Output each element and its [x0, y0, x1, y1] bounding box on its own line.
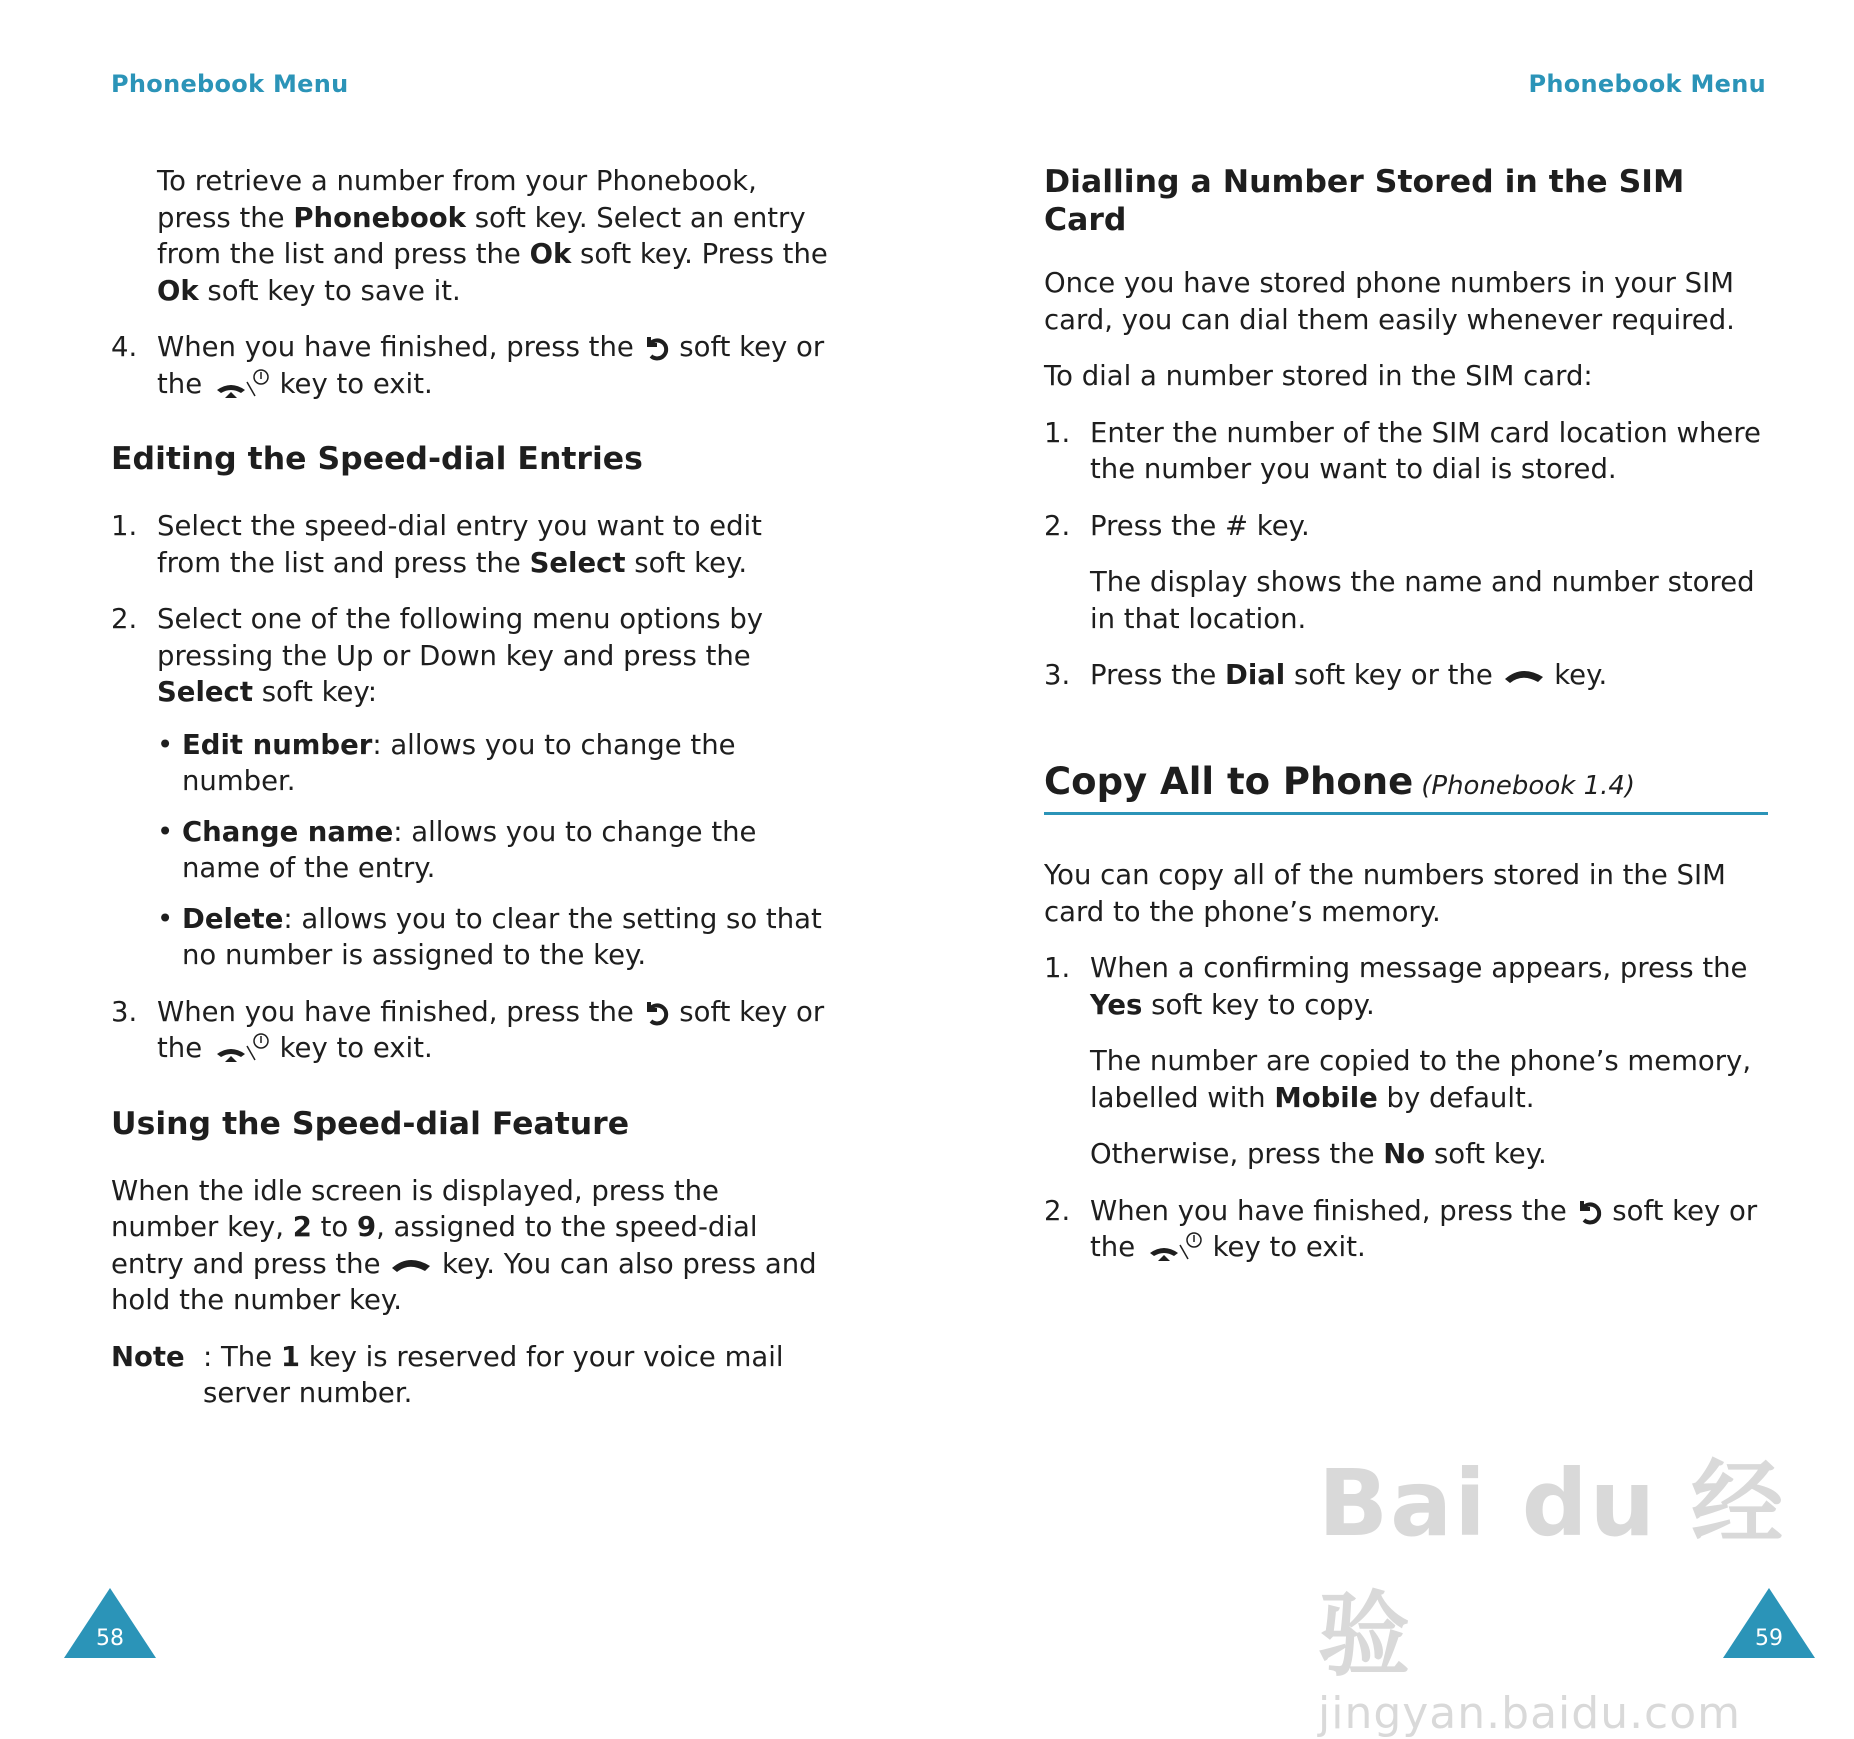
dialling-lead: To dial a number stored in the SIM card:	[1044, 360, 1593, 392]
editing-heading: Editing the Speed-dial Entries	[111, 441, 643, 477]
running-header-left: Phonebook Menu	[111, 70, 349, 98]
dialling-heading: Dialling a Number Stored in the SIM Card	[1044, 164, 1685, 238]
copy-heading: Copy All to Phone	[1044, 759, 1414, 803]
copy-subheading: (Phonebook 1.4)	[1421, 770, 1636, 801]
send-call-key-icon	[1502, 664, 1546, 688]
running-header-right: Phonebook Menu	[1528, 70, 1766, 98]
list-item: • Edit number: allows you to change the number.	[157, 728, 736, 797]
back-arrow-icon	[1576, 1197, 1604, 1227]
using-heading: Using the Speed-dial Feature	[111, 1105, 630, 1142]
list-item: • Delete: allows you to clear the setting so that no number is assigned to the key.	[157, 902, 822, 971]
dialling-step-3: 3. Press the Dial soft key or the key.	[1044, 659, 1608, 691]
end-power-key-icon	[1144, 1231, 1204, 1265]
end-power-key-icon	[211, 1032, 271, 1066]
copy-step-1: 1. When a confirming message appears, press the Yes soft key to copy. The number are copied to the phone’s memory, labelled with Mobile by default. Otherwise, press the No soft key.	[1044, 952, 1752, 1170]
send-call-key-icon	[389, 1253, 433, 1277]
using-paragraph: When the idle screen is displayed, press the number key, 2 to 9, assigned to the speed-dial entry and press the key. You can also press and hold the number key.	[111, 1174, 817, 1316]
copy-section-heading	[1044, 759, 1768, 816]
options-list	[157, 727, 831, 974]
list-item: • Change name: allows you to change the name of the entry.	[157, 815, 757, 884]
page-number-badge	[64, 1588, 156, 1658]
hash-key-icon: #	[1225, 509, 1249, 542]
editing-step-2: 2. Select one of the following menu options by pressing the Up or Down key and press the Select soft key: • Edit number: allows you to change the number. • Change name: allows you to change the name of the entry. • Delete: allows you to clear the setting so that no number is assigned to the key.	[111, 601, 831, 974]
back-arrow-icon	[643, 333, 671, 363]
dialling-step-2: 2. Press the # key. The display shows the name and number stored in that location.	[1044, 509, 1755, 635]
intro-paragraph: To retrieve a number from your Phonebook, press the Phonebook soft key. Select an entry from the list and press the Ok soft key. Press the Ok soft key to save it.	[157, 165, 828, 307]
left-column	[111, 163, 831, 1412]
end-power-key-icon	[211, 368, 271, 402]
note: Note : The 1 key is reserved for your voice mail server number.	[111, 1340, 784, 1409]
editing-step-1: 1. Select the speed-dial entry you want to edit from the list and press the Select soft key.	[111, 510, 762, 579]
page-number: 58	[96, 1626, 124, 1651]
left-page	[0, 0, 927, 1701]
baidu-watermark	[1318, 1430, 1854, 1739]
copy-intro: You can copy all of the numbers stored in the SIM card to the phone’s memory.	[1044, 859, 1726, 928]
right-column	[1044, 163, 1768, 1286]
copy-step-2: 2. When you have finished, press the soft key or the key to exit.	[1044, 1194, 1758, 1263]
dialling-intro: Once you have stored phone numbers in your SIM card, you can dial them easily whenever required.	[1044, 267, 1735, 336]
watermark-brand: Bai du 经验	[1318, 1450, 1786, 1689]
dialling-step-1: 1. Enter the number of the SIM card location where the number you want to dial is stored.	[1044, 416, 1761, 485]
watermark-url: jingyan.baidu.com	[1318, 1688, 1742, 1739]
step-4: 4. When you have finished, press the soft key or the key to exit.	[111, 331, 825, 400]
page-number: 59	[1755, 1626, 1783, 1651]
back-arrow-icon	[643, 998, 671, 1028]
editing-step-3: 3. When you have finished, press the soft key or the key to exit.	[111, 995, 825, 1064]
